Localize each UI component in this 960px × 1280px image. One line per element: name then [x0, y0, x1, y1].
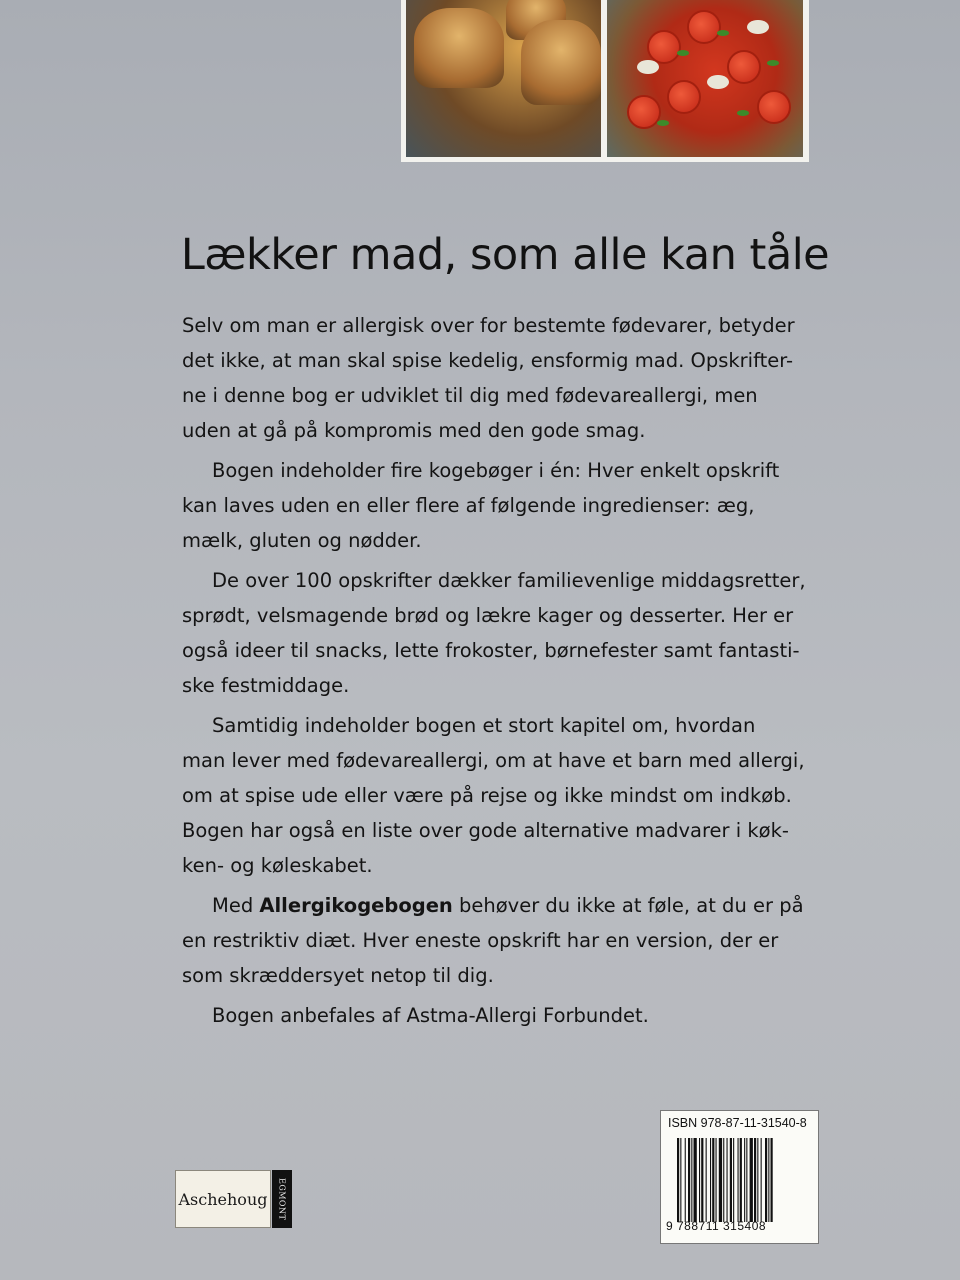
paragraph-5 — [182, 888, 842, 993]
cheese-piece — [637, 60, 659, 74]
publisher-imprint: EGMONT — [272, 1170, 292, 1228]
text-line: Samtidig indeholder bogen et stort kapitel om, hvordan — [212, 714, 756, 737]
muffin-shape — [521, 20, 601, 105]
muffin-shape — [414, 8, 504, 88]
isbn-barcode — [660, 1110, 819, 1244]
text-line: Bogen har også en liste over gode alternative madvarer i køk- — [182, 819, 789, 842]
tomato-slice — [727, 50, 761, 84]
herb-leaf — [657, 120, 669, 126]
text-line: sprødt, velsmagende brød og lækre kager og desserter. Her er — [182, 604, 794, 627]
barcode-bar — [719, 1138, 722, 1222]
cheese-piece — [747, 20, 769, 34]
ean-digits: 9 788711 315408 — [666, 1219, 767, 1233]
text-line: ske festmiddage. — [182, 674, 350, 697]
barcode-bar — [706, 1138, 707, 1222]
text-line: man lever med fødevareallergi, om at have et barn med allergi, — [182, 749, 805, 772]
muffins-photo — [406, 0, 601, 157]
herb-leaf — [737, 110, 749, 116]
barcode-bar — [710, 1138, 711, 1222]
tomato-slice — [667, 80, 701, 114]
text-line: kan laves uden en eller flere af følgende ingredienser: æg, — [182, 494, 755, 517]
barcode-bar — [740, 1138, 742, 1222]
barcode-bar — [694, 1138, 697, 1222]
text-fragment: behøver du ikke at føle, at du er på — [452, 894, 804, 917]
barcode-bar — [691, 1138, 692, 1222]
text-line: ne i denne bog er udviklet til dig med fødevareallergi, men — [182, 384, 758, 407]
barcode-bar — [716, 1138, 717, 1222]
text-line: det ikke, at man skal spise kedelig, ensformig mad. Opskrifter- — [182, 349, 794, 372]
barcode-bar — [746, 1138, 747, 1222]
barcode-bar — [701, 1138, 703, 1222]
text-line: Bogen indeholder fire kogebøger i én: Hver enkelt opskrift — [212, 459, 780, 482]
barcode-bar — [754, 1138, 756, 1222]
barcode-bar — [744, 1138, 745, 1222]
pizza-photo — [607, 0, 803, 157]
tomato-slice — [647, 30, 681, 64]
tomato-slice — [687, 10, 721, 44]
barcode-bar — [738, 1138, 739, 1222]
barcode-bar — [680, 1138, 681, 1222]
barcode-bar — [723, 1138, 724, 1222]
barcode-bar — [699, 1138, 700, 1222]
book-title: Allergikogebogen — [259, 894, 453, 917]
tomato-slice — [757, 90, 791, 124]
barcode-bar — [712, 1138, 714, 1222]
text-line: De over 100 opskrifter dækker familievenlige middagsretter, — [212, 569, 806, 592]
barcode-bar — [685, 1138, 686, 1222]
text-line: som skræddersyet netop til dig. — [182, 964, 494, 987]
text-line: ken- og køleskabet. — [182, 854, 373, 877]
barcode-bar — [750, 1138, 753, 1222]
text-line — [182, 888, 842, 923]
publisher-name: Aschehoug — [175, 1170, 271, 1228]
paragraph-4 — [182, 708, 842, 883]
herb-leaf — [677, 50, 689, 56]
herb-leaf — [717, 30, 729, 36]
paragraph-2 — [182, 453, 842, 558]
text-line: om at spise ude eller være på rejse og ikke mindst om indkøb. — [182, 784, 792, 807]
tomato-slice — [627, 95, 661, 129]
barcode-bar — [677, 1138, 679, 1222]
barcode-bar — [733, 1138, 734, 1222]
barcode-bars — [677, 1138, 807, 1222]
herb-leaf — [767, 60, 779, 66]
isbn-label: ISBN 978-87-11-31540-8 — [668, 1116, 807, 1130]
barcode-bar — [727, 1138, 728, 1222]
text-line: også ideer til snacks, lette frokoster, børnefester samt fantasti- — [182, 639, 800, 662]
barcode-bar — [730, 1138, 732, 1222]
barcode-bar — [765, 1138, 767, 1222]
back-cover-text — [182, 308, 842, 1033]
text-line: mælk, gluten og nødder. — [182, 529, 422, 552]
text-line: Selv om man er allergisk over for bestemte fødevarer, betyder — [182, 314, 795, 337]
paragraph-1 — [182, 308, 842, 448]
barcode-bar — [761, 1138, 762, 1222]
barcode-bar — [757, 1138, 758, 1222]
cheese-piece — [707, 75, 729, 89]
publisher-logo — [175, 1170, 295, 1230]
barcode-bar — [768, 1138, 769, 1222]
barcode-bar — [688, 1138, 690, 1222]
text-fragment: Med — [212, 894, 260, 917]
text-line: en restriktiv diæt. Hver eneste opskrift har en version, der er — [182, 929, 779, 952]
headline: Lækker mad, som alle kan tåle — [180, 230, 830, 280]
barcode-bar — [771, 1138, 773, 1222]
text-line: uden at gå på kompromis med den gode smag. — [182, 419, 646, 442]
paragraph-3 — [182, 563, 842, 703]
text-line: Bogen anbefales af Astma-Allergi Forbundet. — [212, 1004, 649, 1027]
cover-photo-strip — [401, 0, 809, 162]
paragraph-6 — [182, 998, 842, 1033]
